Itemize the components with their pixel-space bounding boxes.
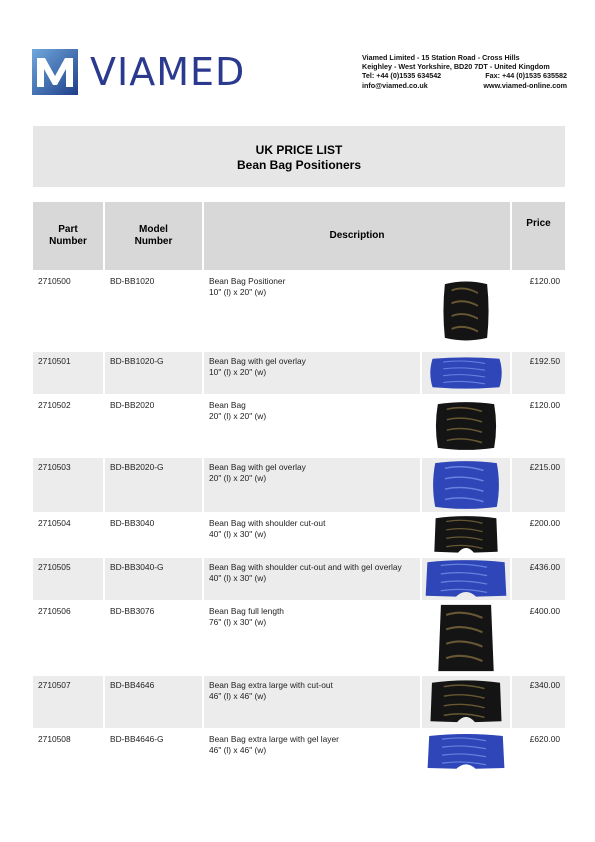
- title-line-2: Bean Bag Positioners: [236, 158, 362, 172]
- product-image-cell: [422, 458, 512, 512]
- fax-number: Fax: +44 (0)1535 635582: [485, 71, 567, 81]
- product-image: [422, 400, 510, 452]
- product-image: [422, 514, 510, 556]
- email-address: info@viamed.co.uk: [362, 80, 428, 90]
- description-text: Bean Bag Positioner: [209, 276, 286, 286]
- model-number-cell: BD-BB2020-G: [105, 458, 204, 512]
- price-cell: £192.50: [512, 352, 565, 394]
- product-image-cell: [422, 514, 512, 556]
- part-number-cell: 2710505: [33, 558, 105, 600]
- dimensions-text: 20" (l) x 20" (w): [209, 411, 267, 421]
- product-image: [422, 558, 510, 600]
- bag-shape: [434, 516, 497, 553]
- table-row: [33, 676, 565, 728]
- product-image-cell: [422, 352, 512, 394]
- part-number-cell: 2710508: [33, 730, 105, 774]
- header-price: Price: [512, 202, 565, 270]
- price-table: [33, 200, 565, 776]
- price-cell: £340.00: [512, 676, 565, 728]
- description-cell: [204, 458, 422, 512]
- product-image: [422, 732, 510, 772]
- price-cell: £620.00: [512, 730, 565, 774]
- description-cell: [204, 676, 422, 728]
- table-row: [33, 272, 565, 350]
- product-image-cell: [422, 730, 512, 774]
- part-number-cell: 2710507: [33, 676, 105, 728]
- product-image: [422, 356, 510, 390]
- phone-number: Tel: +44 (0)1535 634542: [362, 71, 442, 81]
- product-image-cell: [422, 676, 512, 728]
- description-text: Bean Bag with gel overlay: [209, 462, 306, 472]
- table-row: [33, 458, 565, 512]
- description-cell: [204, 558, 422, 600]
- product-image: [422, 279, 510, 343]
- description-cell: [204, 514, 422, 556]
- description-cell: [204, 352, 422, 394]
- table-row: [33, 730, 565, 774]
- model-number-cell: BD-BB1020-G: [105, 352, 204, 394]
- table-header-row: [33, 202, 565, 270]
- description-text: Bean Bag with shoulder cut-out: [209, 518, 326, 528]
- description-cell: [204, 730, 422, 774]
- title-line-1: UK PRICE LIST: [255, 143, 343, 157]
- price-cell: £120.00: [512, 396, 565, 456]
- description-cell: [204, 272, 422, 350]
- bag-shape: [428, 734, 505, 769]
- part-number-cell: 2710506: [33, 602, 105, 674]
- product-image-cell: [422, 272, 512, 350]
- table-row: [33, 602, 565, 674]
- product-image: [422, 678, 510, 726]
- description-text: Bean Bag with gel overlay: [209, 356, 306, 366]
- description-cell: [204, 396, 422, 456]
- price-cell: £215.00: [512, 458, 565, 512]
- description-text: Bean Bag: [209, 400, 246, 410]
- dimensions-text: 10" (l) x 20" (w): [209, 367, 267, 377]
- bag-shape: [430, 357, 501, 388]
- product-image-cell: [422, 396, 512, 456]
- model-number-cell: BD-BB3040-G: [105, 558, 204, 600]
- part-number-cell: 2710504: [33, 514, 105, 556]
- table-row: [33, 558, 565, 600]
- header-model-number: Model Number: [105, 202, 204, 270]
- description-cell: [204, 602, 422, 674]
- bag-shape: [436, 402, 496, 450]
- model-number-cell: BD-BB3076: [105, 602, 204, 674]
- dimensions-text: 10" (l) x 20" (w): [209, 287, 267, 297]
- dimensions-text: 40" (l) x 30" (w): [209, 573, 267, 583]
- price-cell: £200.00: [512, 514, 565, 556]
- description-text: Bean Bag extra large with gel layer: [209, 734, 339, 744]
- header-description: Description: [204, 202, 512, 270]
- header-part-number: Part Number: [33, 202, 105, 270]
- contact-web-row: [362, 81, 567, 90]
- part-number-cell: 2710503: [33, 458, 105, 512]
- part-number-cell: 2710502: [33, 396, 105, 456]
- table-body: [33, 272, 565, 774]
- dimensions-text: 76" (l) x 30" (w): [209, 617, 267, 627]
- description-text: Bean Bag full length: [209, 606, 284, 616]
- company-address: [362, 53, 567, 90]
- page-header: [32, 49, 565, 96]
- model-number-cell: BD-BB2020: [105, 396, 204, 456]
- address-line-2: Keighley - West Yorkshire, BD20 7DT - United Kingdom: [362, 62, 550, 72]
- model-number-cell: BD-BB4646-G: [105, 730, 204, 774]
- dimensions-text: 20" (l) x 20" (w): [209, 473, 267, 483]
- brand-name: VIAMED: [90, 50, 246, 94]
- description-text: Bean Bag with shoulder cut-out and with gel overlay: [209, 562, 402, 572]
- model-number-cell: BD-BB3040: [105, 514, 204, 556]
- table-row: [33, 514, 565, 556]
- website-url: www.viamed-online.com: [483, 80, 567, 90]
- viamed-logo-icon: [32, 49, 78, 95]
- product-image-cell: [422, 558, 512, 600]
- bag-shape: [426, 560, 507, 597]
- address-line-1: Viamed Limited - 15 Station Road - Cross Hills: [362, 53, 520, 62]
- bag-shape: [433, 461, 499, 509]
- price-list-title: [33, 126, 565, 187]
- part-number-cell: 2710501: [33, 352, 105, 394]
- dimensions-text: 46" (l) x 46" (w): [209, 745, 267, 755]
- price-cell: £120.00: [512, 272, 565, 350]
- part-number-cell: 2710500: [33, 272, 105, 350]
- table-row: [33, 352, 565, 394]
- dimensions-text: 46" (l) x 46" (w): [209, 691, 267, 701]
- table-row: [33, 396, 565, 456]
- price-cell: £436.00: [512, 558, 565, 600]
- product-image: [422, 459, 510, 511]
- model-number-cell: BD-BB1020: [105, 272, 204, 350]
- bag-shape: [443, 282, 488, 341]
- price-cell: £400.00: [512, 602, 565, 674]
- product-image-cell: [422, 602, 512, 674]
- bag-shape: [430, 680, 501, 722]
- contact-phone-row: [362, 71, 567, 80]
- description-text: Bean Bag extra large with cut-out: [209, 680, 333, 690]
- dimensions-text: 40" (l) x 30" (w): [209, 529, 267, 539]
- model-number-cell: BD-BB4646: [105, 676, 204, 728]
- product-image: [422, 602, 510, 674]
